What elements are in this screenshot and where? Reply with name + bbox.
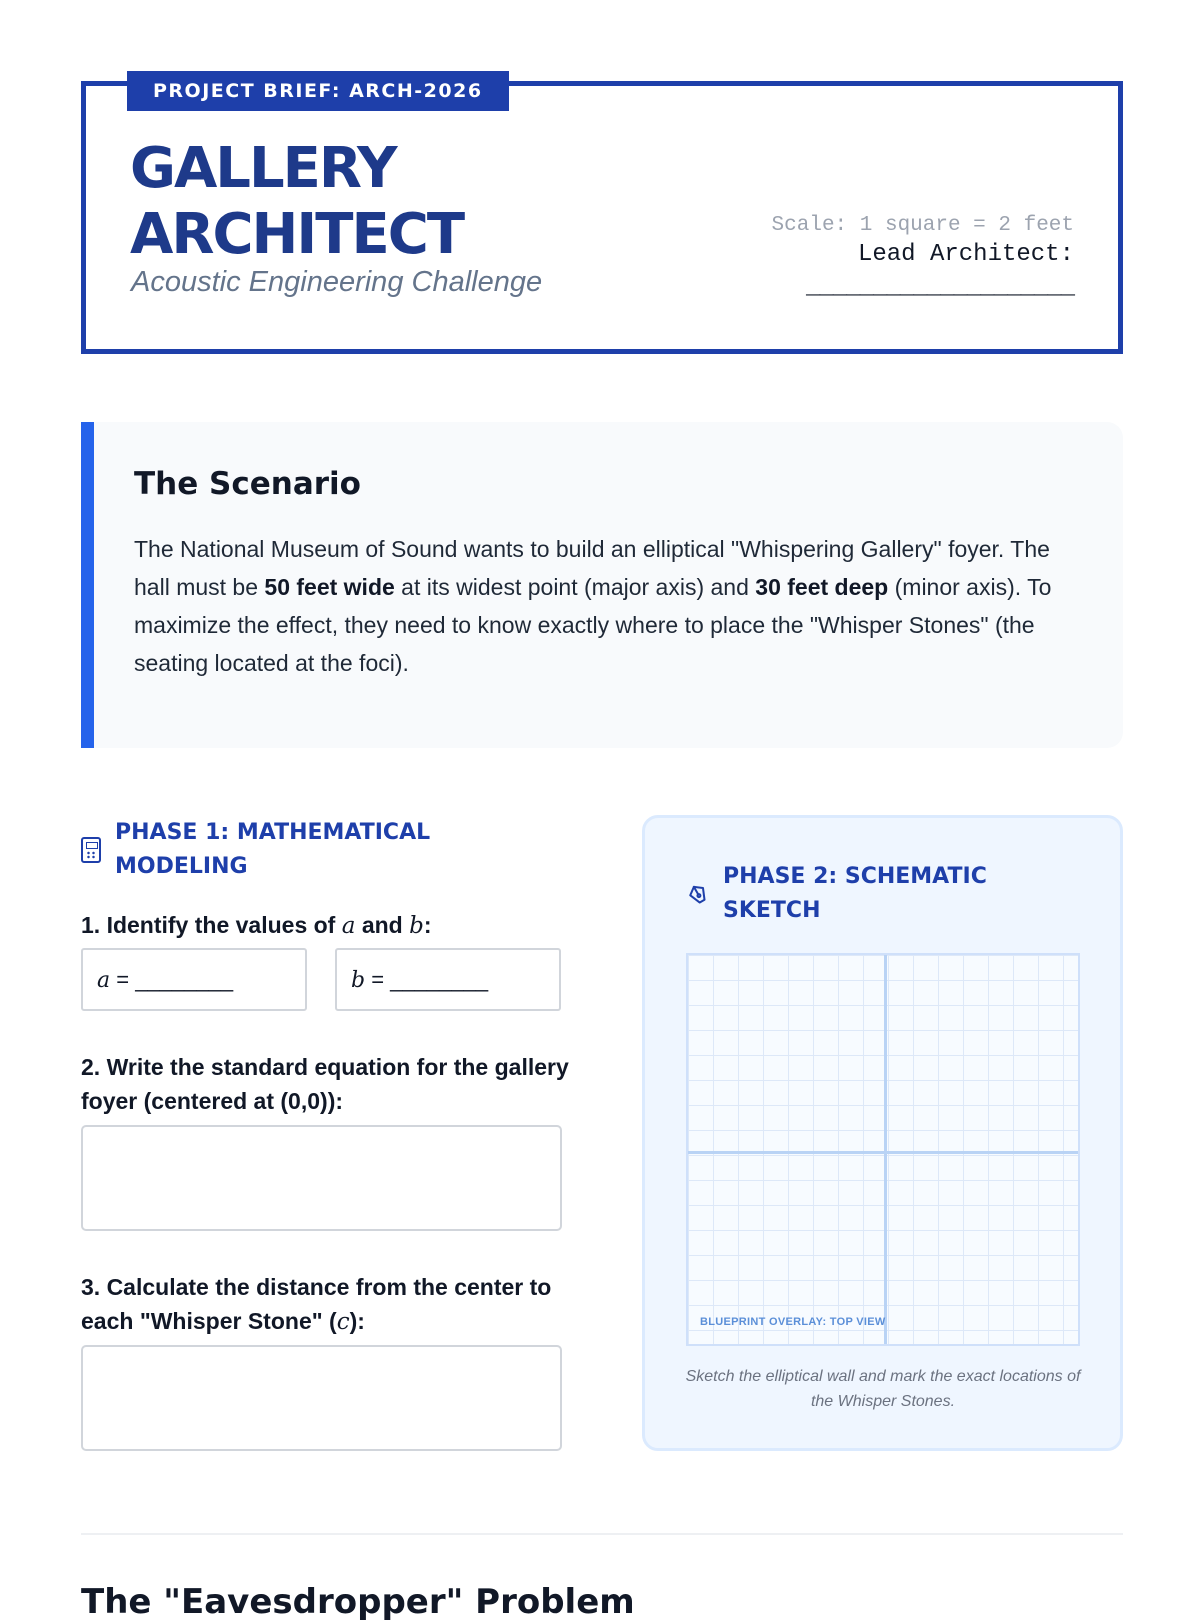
a-value-field[interactable] [81,948,307,1011]
scenario-text-part: The National Museum of Sound wants to build an elliptical "Whispering Gallery" foyer. The hall must be [134,536,1050,600]
grid-vertical-axis [884,955,887,1344]
scenario-width-highlight: 50 feet wide [264,574,395,600]
q3-text: ): [349,1308,365,1334]
scenario-depth-highlight: 30 feet deep [755,574,889,600]
b-value-field[interactable] [335,948,561,1011]
sketch-grid[interactable] [686,953,1080,1346]
b-variable: b [351,968,366,993]
question-2-label: 2. Write the standard equation for the gallery foyer (centered at (0,0)): [81,1054,569,1114]
q3-var-c: c [336,1309,350,1335]
sketch-instructions: Sketch the elliptical wall and mark the exact locations of the Whisper Stones. [685,1368,1081,1410]
project-brief-tab: PROJECT BRIEF: ARCH-2026 [127,71,509,111]
phase1-heading: PHASE 1: MATHEMATICAL MODELING [115,820,431,879]
project-header-card [81,81,1123,354]
phase2-header [687,860,1023,928]
a-variable: a [97,968,111,993]
q1-text: 1. Identify the values of [81,912,342,938]
a-blank: = ________ [110,967,234,992]
scenario-card [81,422,1123,748]
header-meta [772,214,1074,301]
lead-architect-signature-line[interactable]: ____________________ [805,274,1074,301]
blueprint-overlay-label: BLUEPRINT OVERLAY: TOP VIEW [700,1316,886,1328]
question-3-label [81,1270,571,1339]
q1-text: : [423,912,432,938]
title-line-1: GALLERY [130,136,396,201]
page-title [130,136,630,268]
title-line-2: ARCHITECT [130,202,464,267]
grid-horizontal-axis [688,1151,1078,1154]
scenario-text-part: at its widest point (major axis) and [394,574,756,600]
phase1-header [81,816,455,884]
q1-var-a: a [341,913,356,939]
phase2-card [642,815,1123,1451]
pen-tool-icon [683,879,713,909]
q1-var-b: b [409,913,424,939]
calculator-icon [81,837,101,863]
scenario-heading: The Scenario [134,466,361,502]
b-blank: = ________ [365,967,489,992]
distance-answer-box[interactable] [81,1345,562,1451]
q3-text: 3. Calculate the distance from the center to each "Whisper Stone" ( [81,1274,552,1334]
page-subtitle: Acoustic Engineering Challenge [131,266,543,298]
next-section-heading: The "Eavesdropper" Problem [81,1582,635,1622]
equation-answer-box[interactable] [81,1125,562,1231]
phase2-heading: PHASE 2: SCHEMATIC SKETCH [723,864,987,923]
section-divider [81,1533,1123,1535]
lead-architect-label: Lead Architect: [857,241,1074,268]
scenario-text [134,530,1074,682]
question-1-label [81,908,571,943]
q1-text: and [355,912,410,938]
scenario-text-part: (minor axis). To maximize the effect, they need to know exactly where to place the "Whisper Stones" (the seating located at the foci). [134,574,1052,676]
scale-note: Scale: 1 square = 2 feet [771,214,1074,237]
